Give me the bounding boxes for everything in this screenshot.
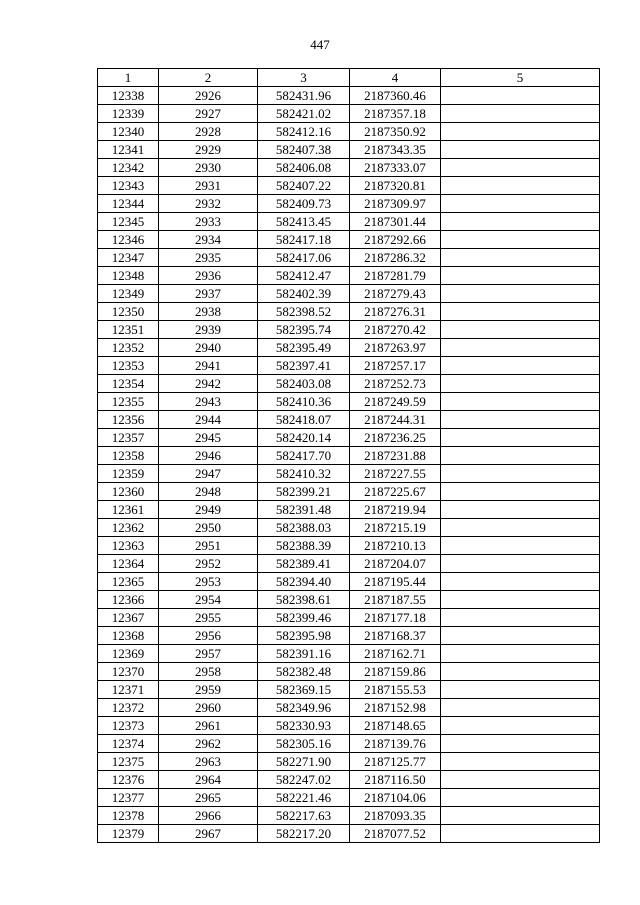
table-cell: 2951	[159, 537, 258, 555]
table-cell: 582410.32	[258, 465, 350, 483]
page-number: 447	[310, 37, 330, 52]
table-row	[98, 87, 600, 105]
table-cell	[441, 249, 600, 267]
table-cell: 12368	[98, 627, 159, 645]
table-cell: 12357	[98, 429, 159, 447]
table-cell: 582399.46	[258, 609, 350, 627]
table-cell: 582406.08	[258, 159, 350, 177]
table-row	[98, 249, 600, 267]
table-cell: 2938	[159, 303, 258, 321]
table-cell: 2946	[159, 447, 258, 465]
table-cell: 2931	[159, 177, 258, 195]
table-cell: 12343	[98, 177, 159, 195]
table-cell: 2187357.18	[350, 105, 441, 123]
table-cell	[441, 717, 600, 735]
table-cell	[441, 519, 600, 537]
table-cell	[441, 735, 600, 753]
table-cell: 2967	[159, 825, 258, 843]
table-cell: 582407.22	[258, 177, 350, 195]
table-cell: 12340	[98, 123, 159, 141]
column-header: 3	[258, 69, 350, 87]
table-row	[98, 321, 600, 339]
table-cell: 12356	[98, 411, 159, 429]
table-cell: 582247.02	[258, 771, 350, 789]
table-cell: 2187281.79	[350, 267, 441, 285]
table-cell: 12348	[98, 267, 159, 285]
table-cell: 582410.36	[258, 393, 350, 411]
column-header: 5	[441, 69, 600, 87]
table-row	[98, 105, 600, 123]
table-cell: 582413.45	[258, 213, 350, 231]
table-cell: 582217.63	[258, 807, 350, 825]
table-cell: 582399.21	[258, 483, 350, 501]
table-row	[98, 393, 600, 411]
table-cell: 582305.16	[258, 735, 350, 753]
table-cell: 2943	[159, 393, 258, 411]
table-cell	[441, 753, 600, 771]
table-cell: 582409.73	[258, 195, 350, 213]
table-cell: 12347	[98, 249, 159, 267]
table-row	[98, 663, 600, 681]
table-body	[98, 87, 600, 843]
table-cell	[441, 267, 600, 285]
table-cell: 12359	[98, 465, 159, 483]
table-cell: 582369.15	[258, 681, 350, 699]
table-cell: 2960	[159, 699, 258, 717]
table-cell: 582391.48	[258, 501, 350, 519]
table-cell: 582417.06	[258, 249, 350, 267]
table-cell	[441, 213, 600, 231]
table-cell: 582403.08	[258, 375, 350, 393]
table-cell: 12345	[98, 213, 159, 231]
table-cell: 2956	[159, 627, 258, 645]
table-cell: 12361	[98, 501, 159, 519]
table-cell	[441, 807, 600, 825]
table-cell: 2187279.43	[350, 285, 441, 303]
table-cell: 2948	[159, 483, 258, 501]
table-cell: 12349	[98, 285, 159, 303]
table-cell: 2187252.73	[350, 375, 441, 393]
table-cell: 2928	[159, 123, 258, 141]
table-cell: 2966	[159, 807, 258, 825]
table-cell: 2187168.37	[350, 627, 441, 645]
table-row	[98, 501, 600, 519]
table-cell	[441, 303, 600, 321]
table-cell: 2187320.81	[350, 177, 441, 195]
table-cell: 2187210.13	[350, 537, 441, 555]
table-cell: 582271.90	[258, 753, 350, 771]
table-cell: 2187231.88	[350, 447, 441, 465]
table-cell: 2187244.31	[350, 411, 441, 429]
table-cell	[441, 411, 600, 429]
table-row	[98, 141, 600, 159]
table-cell	[441, 771, 600, 789]
table-row	[98, 627, 600, 645]
table-cell: 2187159.86	[350, 663, 441, 681]
table-cell: 2950	[159, 519, 258, 537]
table-cell	[441, 105, 600, 123]
table-cell	[441, 609, 600, 627]
table-cell: 2965	[159, 789, 258, 807]
table-cell	[441, 87, 600, 105]
table-cell	[441, 393, 600, 411]
table-cell: 582395.49	[258, 339, 350, 357]
table-row	[98, 807, 600, 825]
table-cell: 12352	[98, 339, 159, 357]
table-cell: 2942	[159, 375, 258, 393]
table-row	[98, 375, 600, 393]
table-cell: 12355	[98, 393, 159, 411]
table-cell	[441, 789, 600, 807]
table-cell: 2962	[159, 735, 258, 753]
table-row	[98, 339, 600, 357]
table-cell: 12366	[98, 591, 159, 609]
table-cell	[441, 663, 600, 681]
table-cell: 582398.52	[258, 303, 350, 321]
table-row	[98, 717, 600, 735]
table-cell	[441, 501, 600, 519]
table-cell: 2934	[159, 231, 258, 249]
table-cell	[441, 123, 600, 141]
table-cell: 2949	[159, 501, 258, 519]
table-cell	[441, 357, 600, 375]
table-cell: 582421.02	[258, 105, 350, 123]
table-cell: 12338	[98, 87, 159, 105]
table-cell	[441, 141, 600, 159]
table-cell: 582420.14	[258, 429, 350, 447]
table-cell	[441, 375, 600, 393]
table-cell: 2187077.52	[350, 825, 441, 843]
table-cell	[441, 177, 600, 195]
table-cell: 12365	[98, 573, 159, 591]
table-cell: 582412.16	[258, 123, 350, 141]
table-cell: 2187225.67	[350, 483, 441, 501]
table-cell: 2957	[159, 645, 258, 663]
table-cell: 12379	[98, 825, 159, 843]
column-header: 2	[159, 69, 258, 87]
table-row	[98, 483, 600, 501]
table-cell: 12354	[98, 375, 159, 393]
table-cell: 2961	[159, 717, 258, 735]
table-cell: 2187276.31	[350, 303, 441, 321]
table-cell: 2187286.32	[350, 249, 441, 267]
table-cell: 582395.74	[258, 321, 350, 339]
table-cell	[441, 699, 600, 717]
table-row	[98, 681, 600, 699]
table-cell: 2187093.35	[350, 807, 441, 825]
table-cell: 2187204.07	[350, 555, 441, 573]
table-row	[98, 357, 600, 375]
table-cell: 582398.61	[258, 591, 350, 609]
table-row	[98, 159, 600, 177]
table-row	[98, 609, 600, 627]
table-cell: 582395.98	[258, 627, 350, 645]
table-cell: 12344	[98, 195, 159, 213]
table-cell: 2958	[159, 663, 258, 681]
table-row	[98, 465, 600, 483]
table-row	[98, 195, 600, 213]
table-row	[98, 735, 600, 753]
table-cell: 2187195.44	[350, 573, 441, 591]
table-row	[98, 555, 600, 573]
table-cell: 12372	[98, 699, 159, 717]
table-cell	[441, 285, 600, 303]
table-cell: 12353	[98, 357, 159, 375]
table-row	[98, 267, 600, 285]
table-cell: 2187270.42	[350, 321, 441, 339]
table-cell: 582388.39	[258, 537, 350, 555]
table-cell: 582407.38	[258, 141, 350, 159]
table-cell: 12364	[98, 555, 159, 573]
table-cell: 2187257.17	[350, 357, 441, 375]
table-cell	[441, 573, 600, 591]
table-row	[98, 447, 600, 465]
table-cell: 2944	[159, 411, 258, 429]
table-cell	[441, 555, 600, 573]
table-row	[98, 123, 600, 141]
table-cell: 2187360.46	[350, 87, 441, 105]
table-cell	[441, 321, 600, 339]
table-cell	[441, 195, 600, 213]
table-cell	[441, 627, 600, 645]
table-cell: 12342	[98, 159, 159, 177]
table-cell: 12346	[98, 231, 159, 249]
table-cell: 12374	[98, 735, 159, 753]
table-cell: 2187219.94	[350, 501, 441, 519]
table-cell: 12363	[98, 537, 159, 555]
table-cell: 582389.41	[258, 555, 350, 573]
table-cell: 12378	[98, 807, 159, 825]
table-row	[98, 825, 600, 843]
table-cell	[441, 339, 600, 357]
table-cell: 2187155.53	[350, 681, 441, 699]
table-cell: 12350	[98, 303, 159, 321]
table-cell: 12360	[98, 483, 159, 501]
table-row	[98, 231, 600, 249]
table-cell: 2955	[159, 609, 258, 627]
table-cell	[441, 231, 600, 249]
table-cell: 2187236.25	[350, 429, 441, 447]
table-cell	[441, 429, 600, 447]
table-row	[98, 573, 600, 591]
table-cell: 2947	[159, 465, 258, 483]
table-cell: 582397.41	[258, 357, 350, 375]
coordinates-table	[97, 68, 600, 843]
table-cell: 2936	[159, 267, 258, 285]
column-header: 4	[350, 69, 441, 87]
table-cell: 12351	[98, 321, 159, 339]
table-cell: 582330.93	[258, 717, 350, 735]
table-cell: 2937	[159, 285, 258, 303]
table-row	[98, 789, 600, 807]
table-cell: 2187152.98	[350, 699, 441, 717]
table-cell: 582412.47	[258, 267, 350, 285]
table-cell: 12369	[98, 645, 159, 663]
table-cell: 582431.96	[258, 87, 350, 105]
table-cell: 2187177.18	[350, 609, 441, 627]
table-row	[98, 177, 600, 195]
table-row	[98, 591, 600, 609]
table-cell: 2952	[159, 555, 258, 573]
table-cell: 2940	[159, 339, 258, 357]
table-row	[98, 753, 600, 771]
table-cell: 2929	[159, 141, 258, 159]
table-cell	[441, 159, 600, 177]
table-cell: 2941	[159, 357, 258, 375]
table-cell: 582221.46	[258, 789, 350, 807]
table-cell: 582418.07	[258, 411, 350, 429]
table-cell: 12376	[98, 771, 159, 789]
table-cell: 12358	[98, 447, 159, 465]
table-cell: 12373	[98, 717, 159, 735]
table-cell	[441, 825, 600, 843]
table-cell: 582349.96	[258, 699, 350, 717]
table-cell	[441, 645, 600, 663]
table-cell: 2187162.71	[350, 645, 441, 663]
table-cell: 2963	[159, 753, 258, 771]
table-cell: 2187104.06	[350, 789, 441, 807]
table-cell	[441, 465, 600, 483]
table-cell: 2932	[159, 195, 258, 213]
table-cell: 2953	[159, 573, 258, 591]
table-cell: 2187301.44	[350, 213, 441, 231]
table-cell: 2927	[159, 105, 258, 123]
table-row	[98, 429, 600, 447]
table-cell	[441, 537, 600, 555]
table-cell	[441, 447, 600, 465]
table-row	[98, 537, 600, 555]
table-row	[98, 519, 600, 537]
table-cell: 2187125.77	[350, 753, 441, 771]
table-cell: 2964	[159, 771, 258, 789]
table-cell: 2187333.07	[350, 159, 441, 177]
table-row	[98, 411, 600, 429]
table-row	[98, 771, 600, 789]
table-cell: 2933	[159, 213, 258, 231]
table-cell: 2187343.35	[350, 141, 441, 159]
table-cell: 12371	[98, 681, 159, 699]
table-cell: 2945	[159, 429, 258, 447]
table-cell: 582394.40	[258, 573, 350, 591]
table-row	[98, 645, 600, 663]
table-cell: 2930	[159, 159, 258, 177]
table-cell	[441, 681, 600, 699]
table-cell: 12375	[98, 753, 159, 771]
table-cell: 2187187.55	[350, 591, 441, 609]
table-cell: 2187249.59	[350, 393, 441, 411]
table-cell: 2187350.92	[350, 123, 441, 141]
table-cell: 582382.48	[258, 663, 350, 681]
table-row	[98, 699, 600, 717]
table-cell: 12341	[98, 141, 159, 159]
column-header: 1	[98, 69, 159, 87]
table-cell: 2187263.97	[350, 339, 441, 357]
table-cell: 582391.16	[258, 645, 350, 663]
table-header-row	[98, 69, 600, 87]
table-cell: 582417.18	[258, 231, 350, 249]
table-cell	[441, 591, 600, 609]
table-cell: 2939	[159, 321, 258, 339]
table-row	[98, 285, 600, 303]
table-cell: 12370	[98, 663, 159, 681]
table-cell: 2187292.66	[350, 231, 441, 249]
table-cell: 12367	[98, 609, 159, 627]
table-cell: 12339	[98, 105, 159, 123]
table-cell: 582402.39	[258, 285, 350, 303]
table-cell: 2187309.97	[350, 195, 441, 213]
table-row	[98, 303, 600, 321]
table-cell: 2935	[159, 249, 258, 267]
table-cell: 12362	[98, 519, 159, 537]
table-cell: 2954	[159, 591, 258, 609]
table-cell: 582217.20	[258, 825, 350, 843]
table-cell: 2926	[159, 87, 258, 105]
table-cell: 12377	[98, 789, 159, 807]
table-cell: 582388.03	[258, 519, 350, 537]
table-cell: 582417.70	[258, 447, 350, 465]
table-cell: 2187148.65	[350, 717, 441, 735]
table-cell: 2187227.55	[350, 465, 441, 483]
table-cell: 2187139.76	[350, 735, 441, 753]
table-cell: 2187215.19	[350, 519, 441, 537]
table-cell	[441, 483, 600, 501]
table-cell: 2959	[159, 681, 258, 699]
table-cell: 2187116.50	[350, 771, 441, 789]
table-row	[98, 213, 600, 231]
